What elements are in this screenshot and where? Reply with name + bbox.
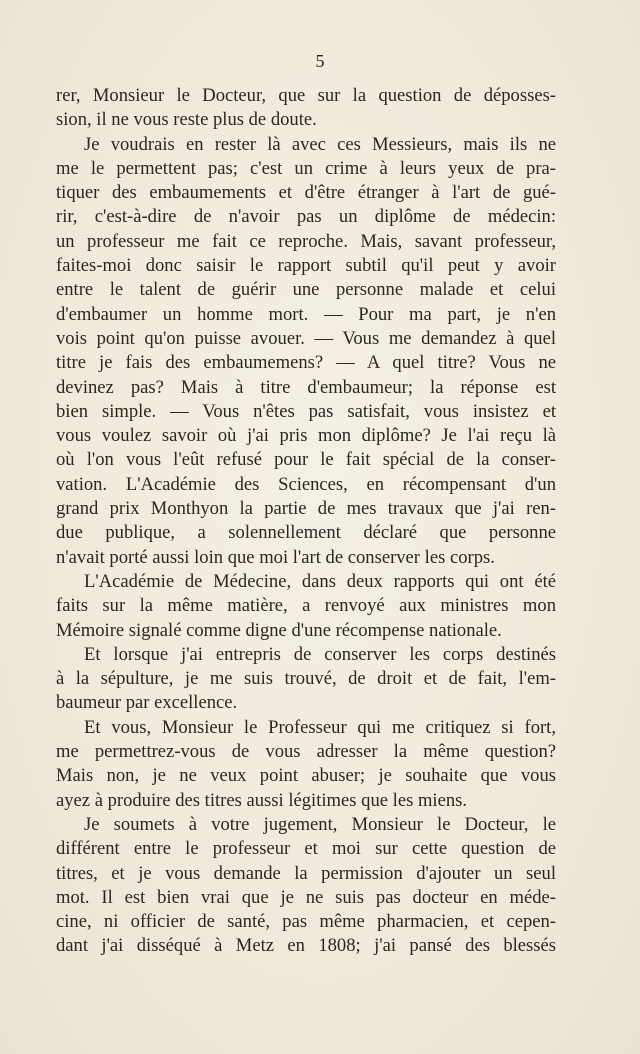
text-line: due publique, a solennellement déclaré que personne [56, 522, 556, 544]
text-line: Et lorsque j'ai entrepris de conserver les corps destinés [84, 643, 556, 665]
text-line: baumeur par excellence. [56, 692, 238, 714]
text-line: Et vous, Monsieur le Professeur qui me critiquez si fort, [84, 716, 556, 738]
text-line: me le permettent pas; c'est un crime à leurs yeux de pra- [56, 157, 556, 179]
text-line: où l'on vous l'eût refusé pour le fait spécial de la conser- [56, 449, 556, 471]
text-line: mot. Il est bien vrai que je ne suis pas docteur en méde- [56, 886, 556, 908]
text-line: un professeur me fait ce reproche. Mais, savant professeur, [56, 230, 556, 252]
text-line: vation. L'Académie des Sciences, en récompensant d'un [56, 473, 556, 495]
text-line: bien simple. — Vous n'êtes pas satisfait, vous insistez et [56, 400, 556, 422]
text-line: faits sur la même matière, a renvoyé aux ministres mon [56, 595, 556, 617]
text-line: d'embaumer un homme mort. — Pour ma part, je n'en [56, 303, 556, 325]
text-line: vois point qu'on puisse avouer. — Vous me demandez à quel [56, 327, 556, 349]
text-line: rer, Monsieur le Docteur, que sur la question de déposses- [56, 85, 556, 106]
text-line: rir, c'est-à-dire de n'avoir pas un diplôme de médecin: [56, 206, 556, 228]
text-line: me permettrez-vous de vous adresser la même question? [56, 741, 556, 763]
text-line: vous voulez savoir où j'ai pris mon diplôme? Je l'ai reçu là [56, 425, 556, 447]
text-line: Mémoire signalé comme digne d'une récompense nationale. [56, 619, 502, 641]
text-line: n'avait porté aussi loin que moi l'art de conserver les corps. [56, 546, 495, 568]
text-line: dant j'ai disséqué à Metz en 1808; j'ai pansé des blessés [56, 935, 556, 957]
text-line: ayez à produire des titres aussi légitimes que les miens. [56, 789, 468, 811]
text-line: Je voudrais en rester là avec ces Messieurs, mais ils ne [84, 133, 556, 155]
text-line: tiquer des embaumements et d'être étranger à l'art de gué- [56, 182, 556, 204]
text-line: différent entre le professeur et moi sur cette question de [56, 838, 556, 860]
text-line: titre je fais des embaumemens? — A quel titre? Vous ne [56, 352, 556, 374]
text-line: titres, et je vous demande la permission d'ajouter un seul [56, 862, 556, 884]
text-line: à la sépulture, je me suis trouvé, de droit et de fait, l'em- [56, 668, 556, 690]
text-line: Mais non, je ne veux point abuser; je souhaite que vous [56, 765, 556, 787]
text-line: faites-moi donc saisir le rapport subtil qu'il peut y avoir [56, 255, 556, 277]
page-number: 5 [315, 51, 325, 71]
text-line: devinez pas? Mais à titre d'embaumeur; la réponse est [56, 376, 556, 398]
text-line: cine, ni officier de santé, pas même pharmacien, et cepen- [56, 911, 556, 933]
text-line: sion, il ne vous reste plus de doute. [56, 109, 317, 131]
text-line: Je soumets à votre jugement, Monsieur le Docteur, le [84, 813, 556, 835]
text-line: grand prix Monthyon la partie de mes travaux que j'ai ren- [56, 498, 556, 520]
text-line: L'Académie de Médecine, dans deux rapports qui ont été [84, 570, 556, 592]
text-line: entre le talent de guérir une personne malade et celui [56, 279, 556, 301]
body-text [56, 84, 556, 959]
